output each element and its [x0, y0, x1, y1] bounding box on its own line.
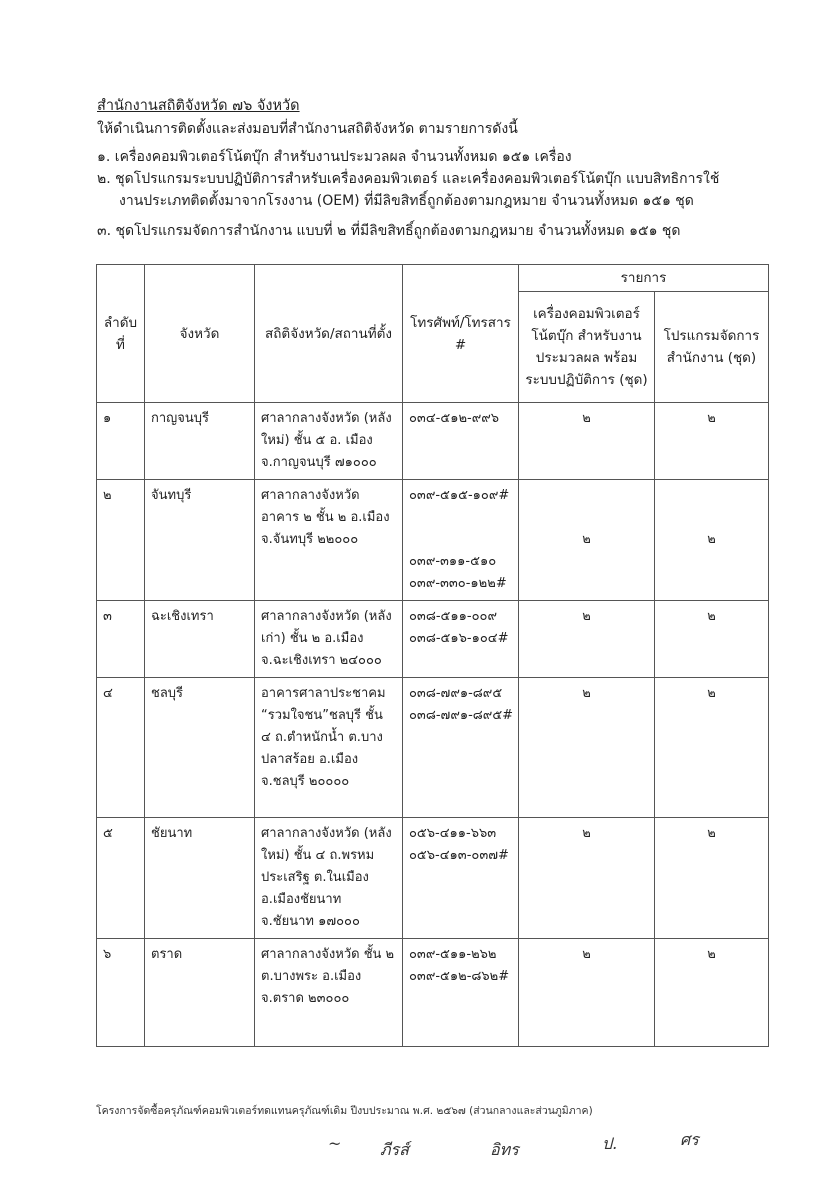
- cell-office: ศาลากลางจังหวัด (หลังเก่า) ชั้น ๒ อ.เมือง จ.ฉะเชิงเทรา ๒๔๐๐๐: [255, 601, 403, 678]
- signature-5: ศร: [680, 1130, 699, 1149]
- table-row: [97, 678, 769, 818]
- cell-software: ๒: [655, 601, 769, 678]
- cell-office: ศาลากลางจังหวัด ชั้น ๒ ต.บางพระ อ.เมือง จ.ตราด ๒๓๐๐๐: [255, 939, 403, 1047]
- cell-software: ๒: [655, 403, 769, 480]
- table-row: [97, 601, 769, 678]
- cell-phone: ๐๓๘-๕๑๑-๐๐๙ ๐๓๘-๕๑๖-๑๐๔#: [403, 601, 519, 678]
- cell-office: ศาลากลางจังหวัด (หลังใหม่) ชั้น ๔ ถ.พรหมประเสริฐ ต.ในเมือง อ.เมืองชัยนาท จ.ชัยนาท ๑๗๐๐๐: [255, 818, 403, 939]
- instruction-text: ให้ดำเนินการติดตั้งและส่งมอบที่สำนักงานสถิติจังหวัด ตามรายการดังนี้: [97, 121, 518, 137]
- item-2-line1: ๒. ชุดโปรแกรมระบบปฏิบัติการสำหรับเครื่องคอมพิวเตอร์ และเครื่องคอมพิวเตอร์โน้ตบุ๊ก แบบสิทธิการใช้: [97, 171, 720, 187]
- cell-software: ๒: [655, 480, 769, 601]
- item-1: ๑. เครื่องคอมพิวเตอร์โน้ตบุ๊ก สำหรับงานประมวลผล จำนวนทั้งหมด ๑๕๑ เครื่อง: [97, 149, 572, 165]
- cell-phone: ๐๓๘-๗๙๑-๘๙๕ ๐๓๘-๗๙๑-๘๙๕#: [403, 678, 519, 818]
- cell-phone: ๐๓๔-๕๑๒-๙๙๖: [403, 403, 519, 480]
- cell-notebook: ๒: [519, 601, 655, 678]
- cell-software: ๒: [655, 818, 769, 939]
- cell-no: ๑: [97, 403, 145, 480]
- signature-area: [0, 1128, 834, 1168]
- header-province: จังหวัด: [145, 265, 255, 403]
- cell-no: ๒: [97, 480, 145, 601]
- cell-notebook: ๒: [519, 939, 655, 1047]
- cell-phone: ๐๓๙-๕๑๑-๒๖๒ ๐๓๙-๕๑๒-๘๖๒#: [403, 939, 519, 1047]
- header-no: ลำดับที่: [97, 265, 145, 403]
- cell-province: ฉะเชิงเทรา: [145, 601, 255, 678]
- item-3: ๓. ชุดโปรแกรมจัดการสำนักงาน แบบที่ ๒ ที่มีลิขสิทธิ์ถูกต้องตามกฎหมาย จำนวนทั้งหมด ๑๕๑ ชุด: [97, 223, 681, 239]
- signature-3: อิทร: [490, 1140, 519, 1159]
- footer-note: โครงการจัดซื้อครุภัณฑ์คอมพิวเตอร์ทดแทนครุภัณฑ์เดิม ปีงบประมาณ พ.ศ. ๒๕๖๗ (ส่วนกลางและส่วนภูมิภาค): [96, 1105, 593, 1117]
- cell-phone: [403, 480, 519, 601]
- delivery-table: [96, 264, 769, 1047]
- header-phone: โทรศัพท์/โทรสาร #: [403, 265, 519, 403]
- table-row: [97, 403, 769, 480]
- cell-province: ชลบุรี: [145, 678, 255, 818]
- header-office: สถิติจังหวัด/สถานที่ตั้ง: [255, 265, 403, 403]
- cell-software: ๒: [655, 678, 769, 818]
- signature-2: ภีรส์: [380, 1140, 409, 1159]
- cell-no: ๔: [97, 678, 145, 818]
- cell-no: ๖: [97, 939, 145, 1047]
- cell-province: กาญจนบุรี: [145, 403, 255, 480]
- phone-secondary: ๐๓๙-๓๑๑-๕๑๐ ๐๓๙-๓๓๐-๑๒๒#: [409, 554, 507, 591]
- cell-province: ตราด: [145, 939, 255, 1047]
- cell-notebook: ๒: [519, 480, 655, 601]
- item-2: [97, 168, 737, 212]
- cell-province: จันทบุรี: [145, 480, 255, 601]
- signature-4: ป.: [602, 1134, 618, 1153]
- header-items-group: รายการ: [519, 265, 769, 292]
- cell-phone: ๐๕๖-๔๑๑-๖๖๓ ๐๕๖-๔๑๓-๐๓๗#: [403, 818, 519, 939]
- header-office-software: โปรแกรมจัดการสำนักงาน (ชุด): [655, 292, 769, 403]
- signature-1: ~: [328, 1134, 342, 1153]
- cell-notebook: ๒: [519, 403, 655, 480]
- cell-notebook: ๒: [519, 818, 655, 939]
- item-2-line2: งานประเภทติดตั้งมาจากโรงงาน (OEM) ที่มีลิขสิทธิ์ถูกต้องตามกฎหมาย จำนวนทั้งหมด ๑๕๑ ชุด: [119, 193, 694, 209]
- table-row: [97, 939, 769, 1047]
- document-title: สำนักงานสถิติจังหวัด ๗๖ จังหวัด: [97, 98, 300, 114]
- cell-office: ศาลากลางจังหวัด (หลังใหม่) ชั้น ๕ อ. เมือง จ.กาญจนบุรี ๗๑๐๐๐: [255, 403, 403, 480]
- header-notebook: เครื่องคอมพิวเตอร์โน้ตบุ๊ก สำหรับงานประมวลผล พร้อมระบบปฏิบัติการ (ชุด): [519, 292, 655, 403]
- cell-software: ๒: [655, 939, 769, 1047]
- cell-no: ๓: [97, 601, 145, 678]
- table-row: [97, 818, 769, 939]
- table-row: [97, 480, 769, 601]
- cell-office: ศาลากลางจังหวัด อาคาร ๒ ชั้น ๒ อ.เมือง จ.จันทบุรี ๒๒๐๐๐: [255, 480, 403, 601]
- cell-no: ๕: [97, 818, 145, 939]
- cell-office: อาคารศาลาประชาคม “รวมใจชน”ชลบุรี ชั้น ๔ ถ.ตำหนักน้ำ ต.บางปลาสร้อย อ.เมือง จ.ชลบุรี ๒๐๐๐๐: [255, 678, 403, 818]
- phone-primary: ๐๓๙-๕๑๕-๑๐๙#: [409, 488, 510, 503]
- cell-province: ชัยนาท: [145, 818, 255, 939]
- cell-notebook: ๒: [519, 678, 655, 818]
